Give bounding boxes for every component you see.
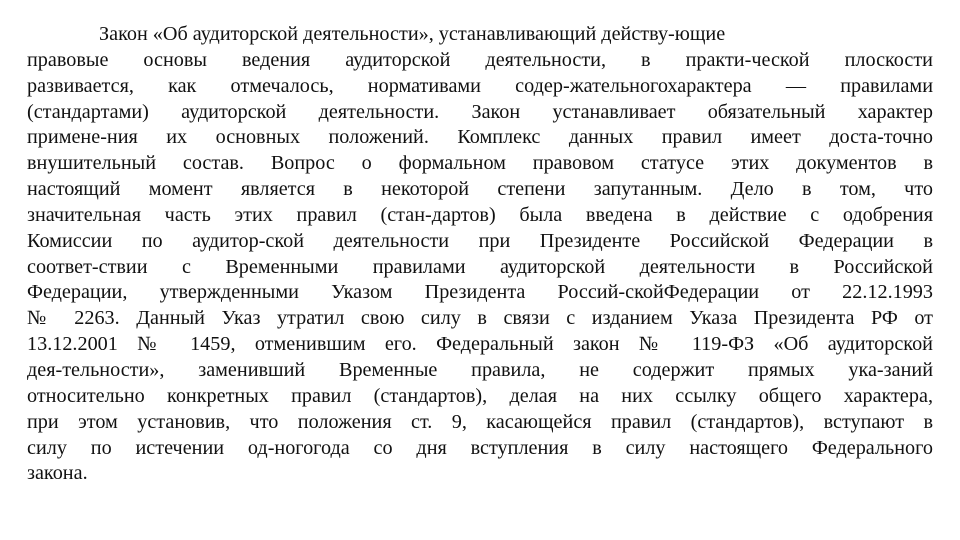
paragraph-line-2: правовые основы ведения аудиторской деятельности, в практи-ческой плоскости bbox=[27, 48, 933, 71]
paragraph-line-5: примене-ния их основных положений. Комплекс данных правил имеет доста-точно bbox=[27, 126, 933, 149]
body-paragraph bbox=[27, 22, 933, 487]
paragraph-line-1: Закон «Об аудиторской деятельности», устанавливающий действу-ющие bbox=[99, 23, 726, 45]
paragraph-line-12: № 2263. Данный Указ утратил свою силу в связи с изданием Указа Президента РФ от bbox=[27, 307, 933, 330]
paragraph-line-4: (стандартами) аудиторской деятельности. Закон устанавливает обязательный характер bbox=[27, 100, 933, 123]
paragraph-line-8: значительная часть этих правил (стан-дартов) была введена в действие с одобрения bbox=[27, 203, 933, 226]
paragraph-line-7: настоящий момент является в некоторой степени запутанным. Дело в том, что bbox=[27, 178, 933, 201]
paragraph-line-17: силу по истечении од-ногогода со дня вступления в силу настоящего Федерального bbox=[27, 436, 933, 459]
paragraph-line-10: соответ-ствии с Временными правилами аудиторской деятельности в Российской bbox=[27, 255, 933, 278]
paragraph-line-3: развивается, как отмечалось, нормативами содер-жательногохарактера — правилами bbox=[27, 74, 933, 97]
paragraph-line-13: 13.12.2001 № 1459, отменившим его. Федеральный закон № 119-ФЗ «Об аудиторской bbox=[27, 333, 933, 356]
paragraph-line-14: дея-тельности», заменивший Временные правила, не содержит прямых ука-заний bbox=[27, 358, 933, 381]
paragraph-line-11: Федерации, утвержденными Указом Президента Россий-скойФедерации от 22.12.1993 bbox=[27, 281, 933, 304]
paragraph-line-6: внушительный состав. Вопрос о формальном правовом статусе этих документов в bbox=[27, 152, 933, 175]
paragraph-line-9: Комиссии по аудитор-ской деятельности при Президенте Российской Федерации в bbox=[27, 229, 933, 252]
paragraph-line-15: относительно конкретных правил (стандартов), делая на них ссылку общего характера, bbox=[27, 384, 933, 407]
paragraph-line-18: закона. bbox=[27, 462, 88, 485]
paragraph-line-16: при этом установив, что положения ст. 9, касающейся правил (стандартов), вступают в bbox=[27, 410, 933, 433]
